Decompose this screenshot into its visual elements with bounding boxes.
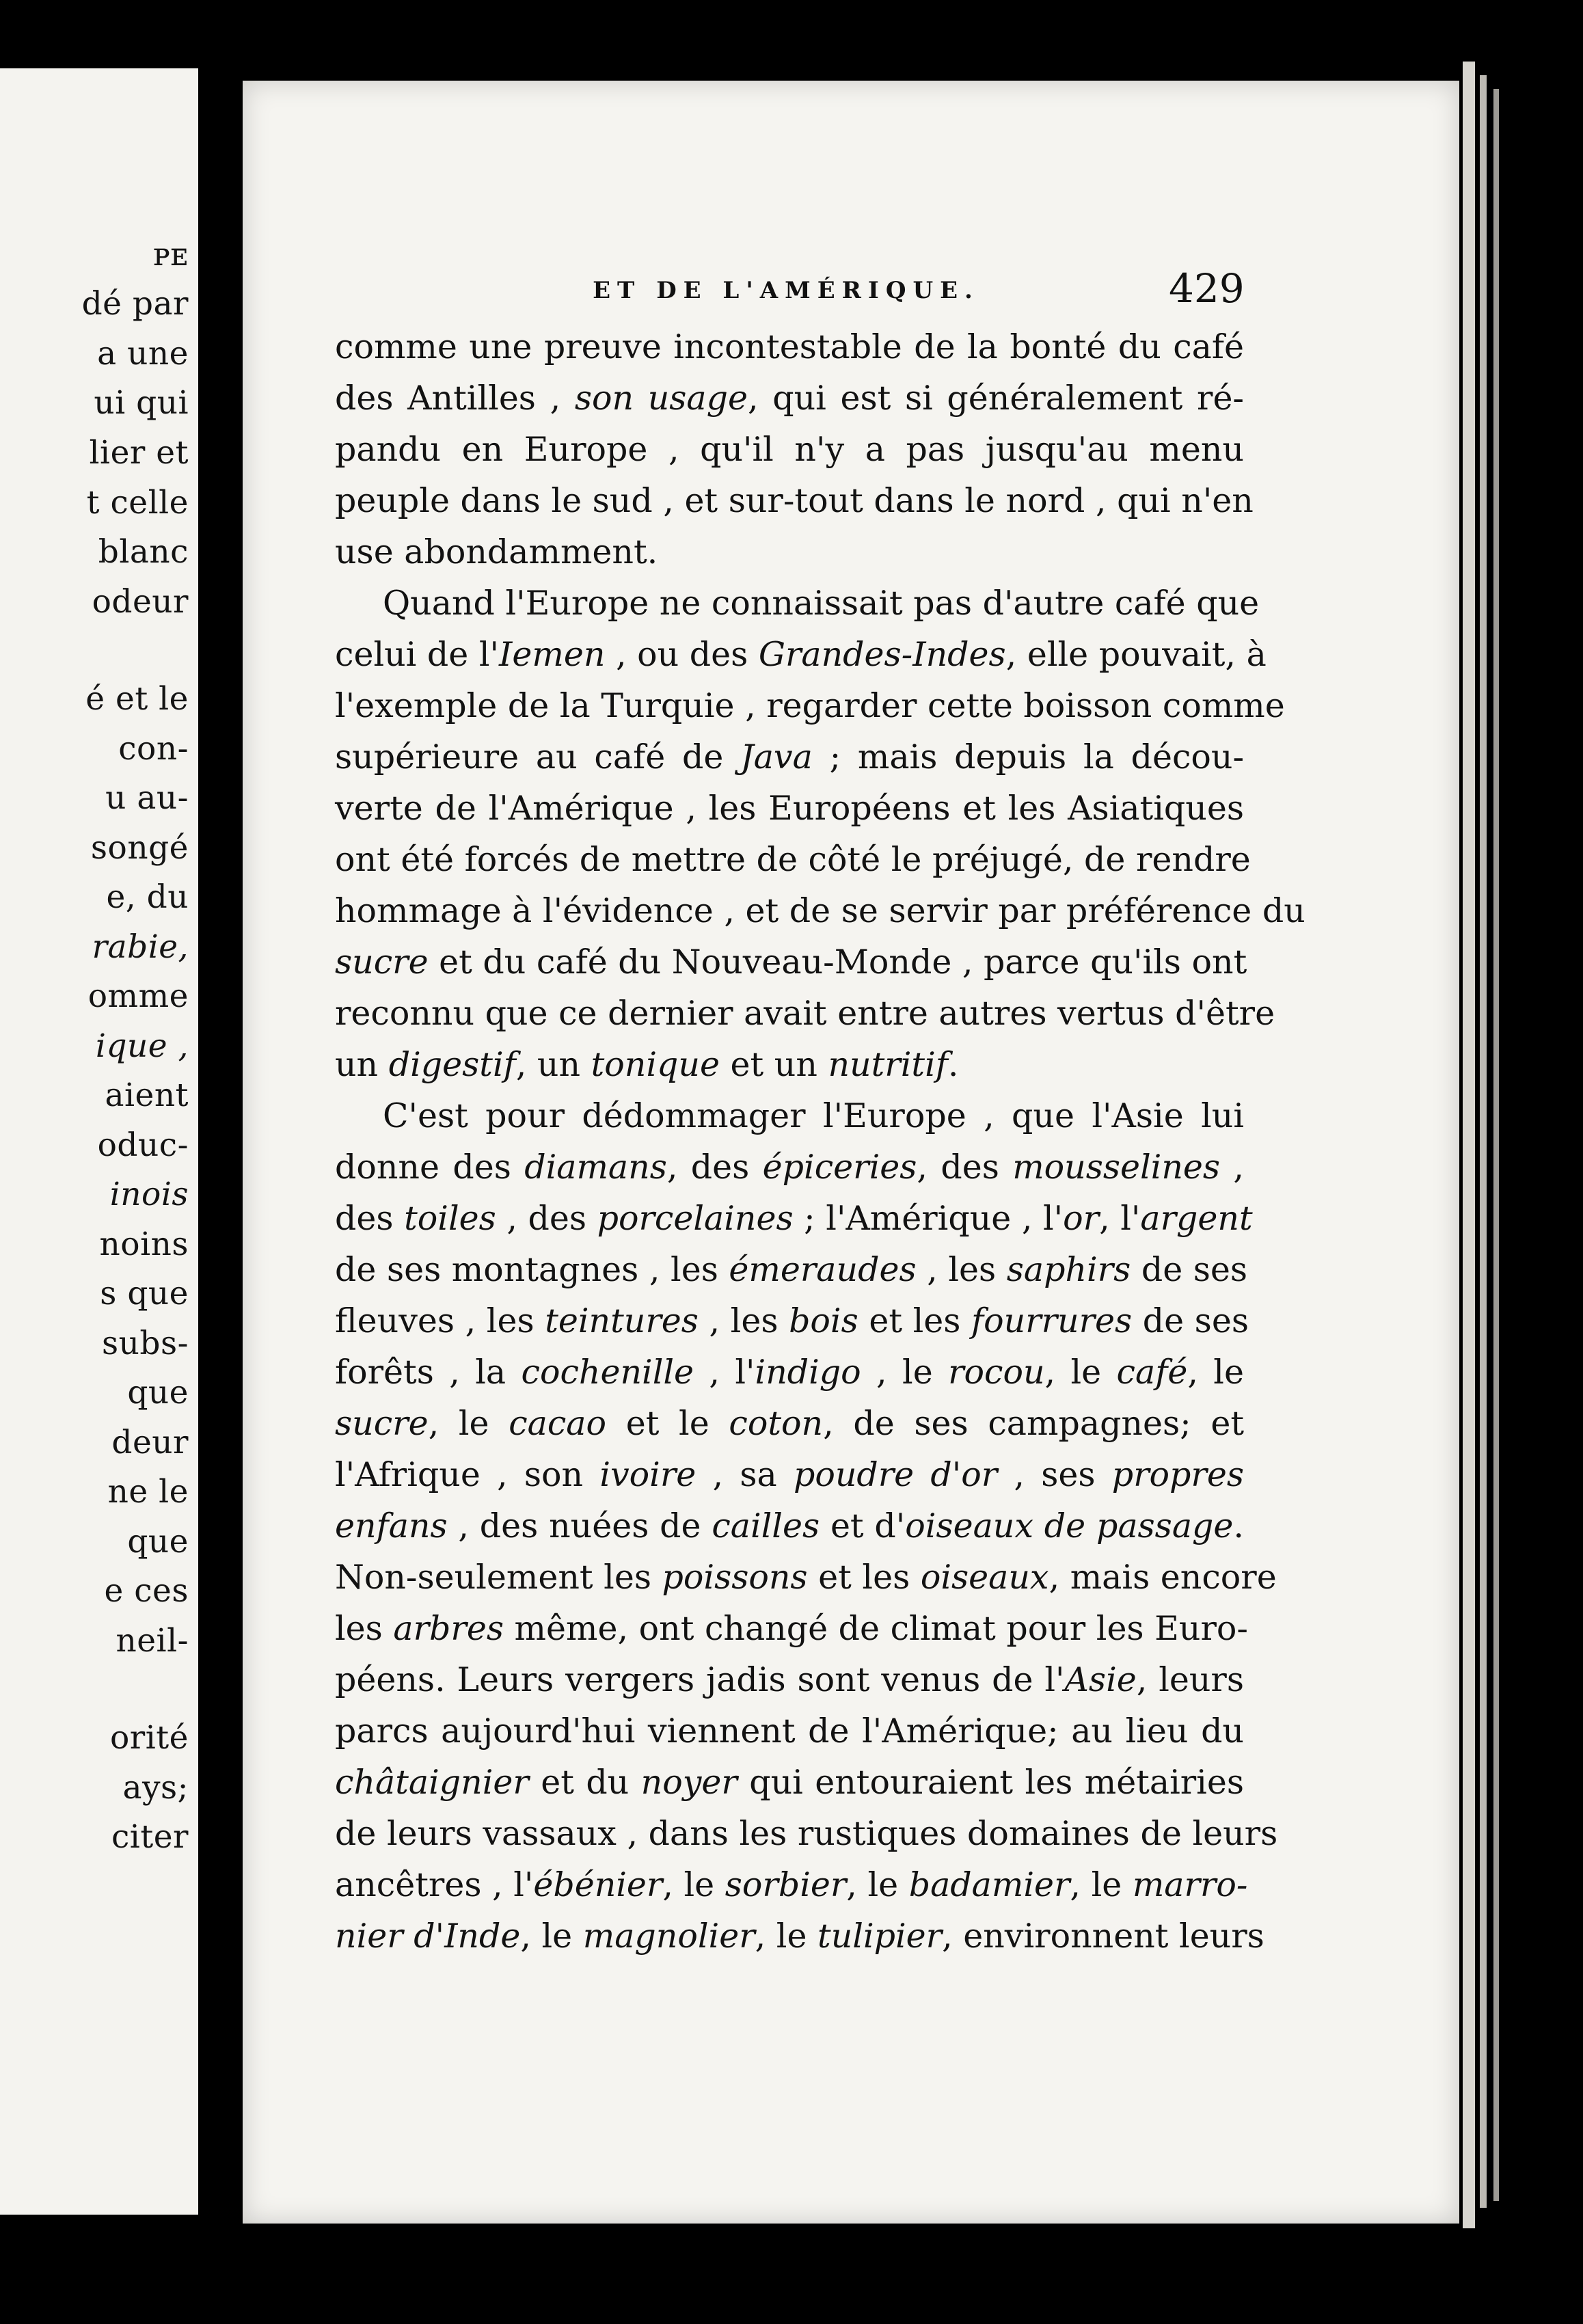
left-page-line: songé [90, 829, 189, 867]
left-page-line: a une [97, 335, 189, 373]
left-page-line: t celle [86, 484, 189, 522]
left-page-line: inois [109, 1176, 189, 1213]
left-page-line: citer [111, 1818, 189, 1856]
text-line: de leurs vassaux , dans les rustiques domaines de leurs [335, 1814, 1278, 1853]
text-line: C'est pour dédommager l'Europe , que l'Asie lui [383, 1096, 1244, 1135]
text-line: parcs aujourd'hui viennent de l'Amérique; au lieu du [335, 1712, 1244, 1751]
left-page-line: neil- [116, 1622, 189, 1660]
left-page-line: que [127, 1523, 189, 1560]
left-page-line: ays; [122, 1769, 189, 1807]
left-page-line: aient [105, 1077, 189, 1114]
left-page-line: blanc [98, 533, 189, 571]
text-line: sucre, le cacao et le coton, de ses campagnes; et [335, 1404, 1245, 1443]
text-line: comme une preuve incontestable de la bonté du café [335, 327, 1244, 366]
running-head: ET DE L'AMÉRIQUE. [593, 277, 979, 304]
left-page-line: ne le [107, 1473, 189, 1511]
body-text [335, 321, 1305, 1962]
text-line: fleuves , les teintures , les bois et les fourrures de ses [335, 1301, 1249, 1340]
page-edge [1480, 75, 1487, 2208]
text-line: péens. Leurs vergers jadis sont venus de l'Asie, leurs [335, 1660, 1244, 1699]
left-page-line: odeur [92, 583, 189, 621]
text-line: hommage à l'évidence , et de se servir par préférence du [335, 891, 1305, 930]
text-line: des Antilles , son usage, qui est si généralement ré- [335, 379, 1244, 418]
left-page-line: con- [118, 730, 189, 768]
text-line: supérieure au café de Java ; mais depuis la décou- [335, 738, 1245, 776]
text-line: donne des diamans, des épiceries, des mousselines , [335, 1148, 1244, 1187]
text-line: sucre et du café du Nouveau-Monde , parce qu'ils ont [335, 943, 1247, 982]
left-page-line: s que [100, 1275, 189, 1312]
left-page-line: é et le [85, 680, 189, 718]
left-page-line: que [127, 1374, 189, 1411]
text-line: enfans , des nuées de cailles et d'oiseaux de passage. [335, 1506, 1244, 1545]
left-page-line: noins [99, 1226, 189, 1263]
left-page-line: ique , [95, 1027, 189, 1065]
page-edge [1493, 89, 1499, 2201]
text-line: forêts , la cochenille , l'indigo , le rocou, le café, le [335, 1353, 1244, 1392]
left-page-line: ᴘᴇ [152, 236, 189, 273]
text-line: pandu en Europe , qu'il n'y a pas jusqu'au menu [335, 430, 1244, 469]
page-edge [1463, 62, 1475, 2228]
left-page-line: rabie, [92, 928, 189, 966]
text-line: ancêtres , l'ébénier, le sorbier, le badamier, le marro- [335, 1865, 1248, 1904]
text-line: des toiles , des porcelaines ; l'Amérique , l'or, l'argent [335, 1199, 1253, 1238]
binding-gutter [198, 0, 239, 2324]
text-line: un digestif, un tonique et un nutritif. [335, 1045, 959, 1084]
previous-page-fragment [0, 68, 198, 2215]
left-page-line: u au- [105, 779, 189, 817]
text-line: ont été forcés de mettre de côté le préjugé, de rendre [335, 840, 1251, 879]
left-page-line: e ces [104, 1572, 189, 1610]
text-line: Quand l'Europe ne connaissait pas d'autre café que [383, 584, 1260, 623]
left-page-line: dé par [81, 285, 189, 323]
left-page-line: oduc- [97, 1126, 189, 1164]
left-page-line: subs- [102, 1325, 189, 1362]
page-number: 429 [1169, 265, 1245, 312]
text-line: châtaignier et du noyer qui entouraient les métairies [335, 1763, 1245, 1802]
left-page-line: ui qui [94, 384, 189, 422]
text-line: de ses montagnes , les émeraudes , les saphirs de ses [335, 1250, 1248, 1289]
text-line: Non-seulement les poissons et les oiseaux, mais encore [335, 1558, 1277, 1597]
text-line: l'exemple de la Turquie , regarder cette boisson comme [335, 686, 1285, 725]
text-line: verte de l'Amérique , les Européens et les Asiatiques [335, 789, 1244, 828]
text-line: use abondamment. [335, 532, 658, 571]
text-line: l'Afrique , son ivoire , sa poudre d'or , ses propres [335, 1455, 1244, 1494]
text-line: peuple dans le sud , et sur-tout dans le nord , qui n'en [335, 481, 1254, 520]
text-line: reconnu que ce dernier avait entre autres vertus d'être [335, 994, 1275, 1033]
left-page-line: omme [87, 977, 189, 1015]
text-line: celui de l'Iemen , ou des Grandes-Indes, elle pouvait, à [335, 635, 1267, 674]
left-page-line: lier et [89, 434, 189, 472]
left-page-line: e, du [106, 878, 189, 916]
text-line: les arbres même, ont changé de climat pour les Euro- [335, 1609, 1248, 1648]
left-page-line: deur [111, 1424, 189, 1461]
left-page-line: orité [110, 1719, 189, 1757]
text-line: nier d'Inde, le magnolier, le tulipier, environnent leurs [335, 1917, 1264, 1956]
